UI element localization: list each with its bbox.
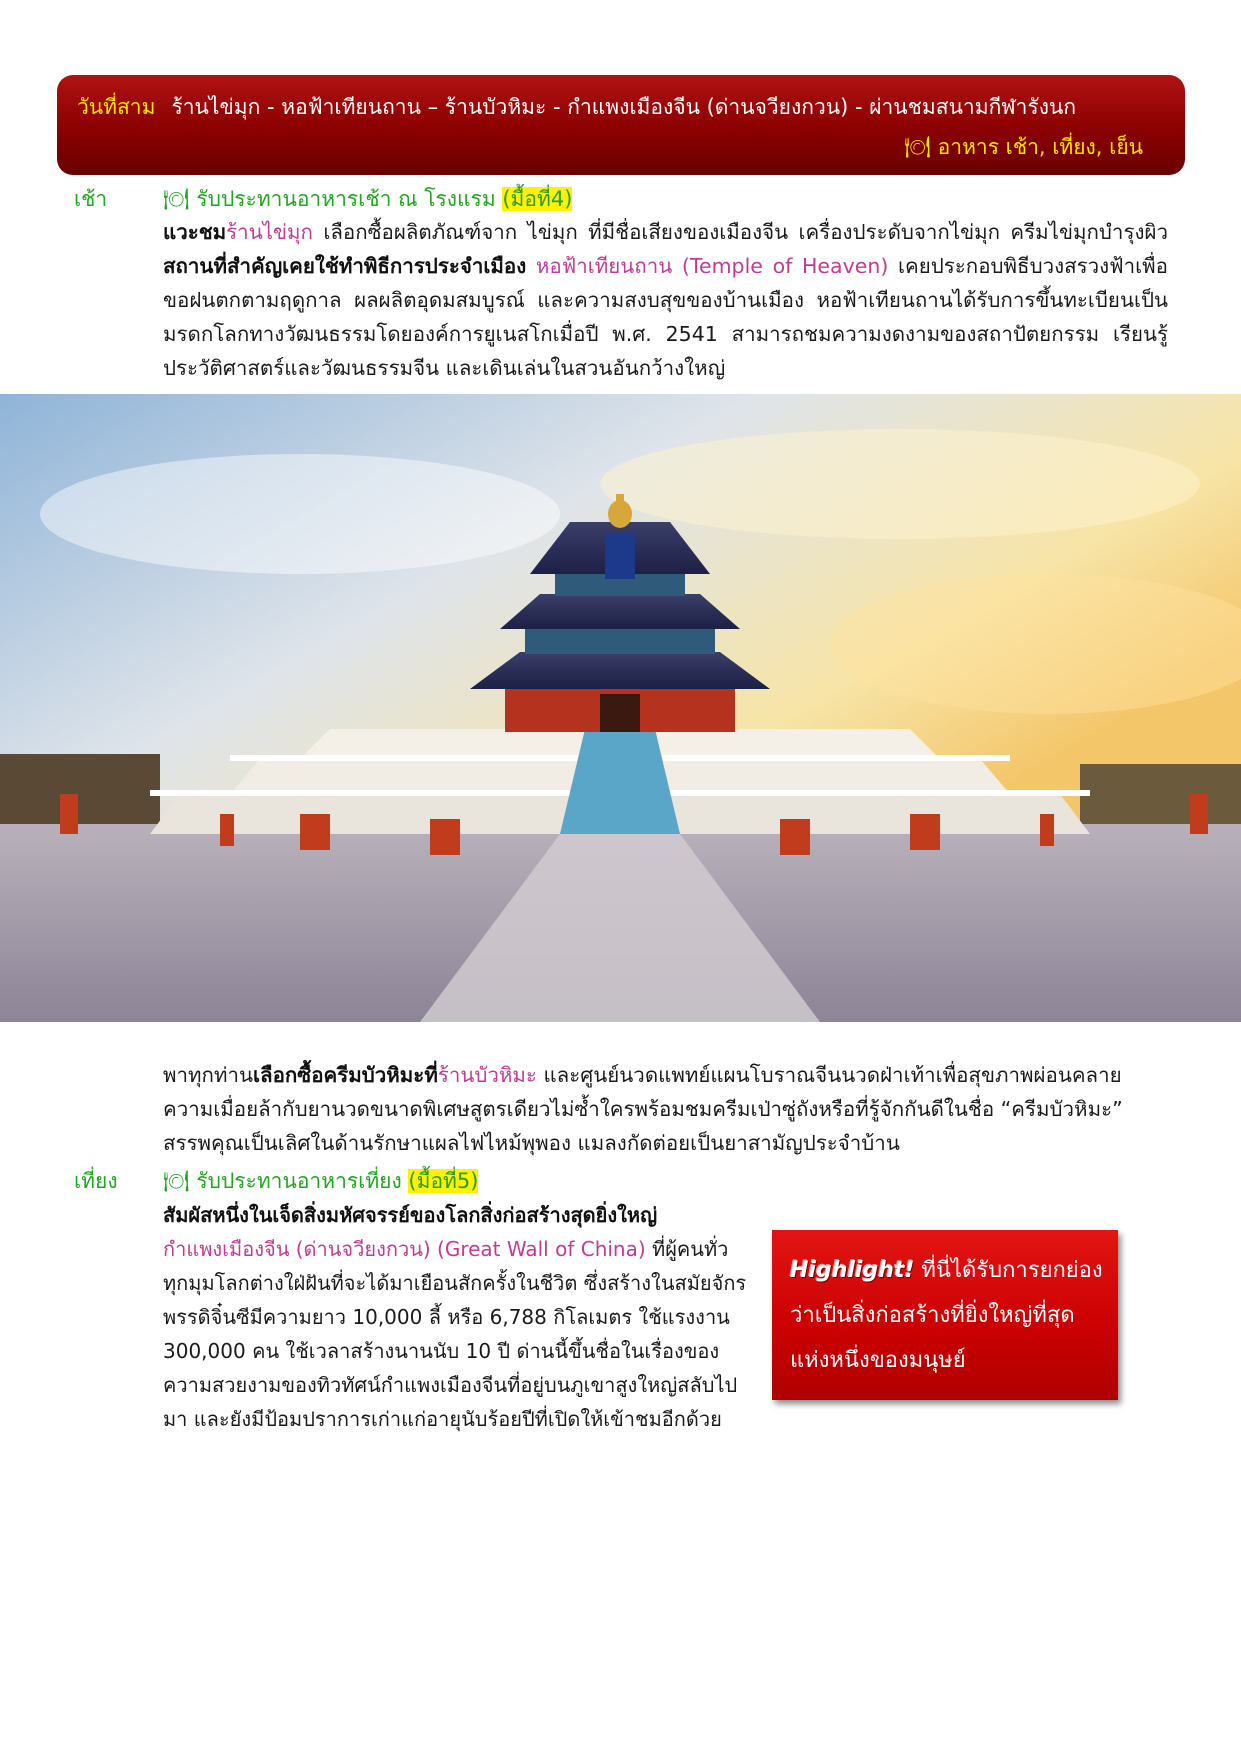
day-label: วันที่สาม <box>77 95 156 119</box>
highlight-box <box>772 1230 1118 1400</box>
cream-place: ร้านบัวหิมะ <box>437 1063 537 1087</box>
visit-text: เลือกซื้อผลิตภัณฑ์จาก ไข่มุก ที่มีชื่อเสียงของเมืองจีน เครื่องประดับจากไข่มุก ครีมไข่มุกบำรุงผิว <box>312 220 1168 244</box>
site-bold: สถานที่สำคัญเคยใช้ทำพิธีการประจำเมือง <box>163 254 527 278</box>
cream-prefix: พาทุกท่าน <box>163 1063 253 1087</box>
temple-of-heaven-photo <box>0 394 1241 1022</box>
great-wall-heading: สัมผัสหนึ่งในเจ็ดสิ่งมหัศจรรย์ของโลกสิ่งก่อสร้างสุดยิ่งใหญ่ <box>163 1203 658 1227</box>
lunch-text: 🍽 รับประทานอาหารเที่ยง <box>163 1169 409 1193</box>
lunch-line <box>163 1165 478 1198</box>
breakfast-line <box>163 183 572 216</box>
highlight-tag: Highlight! <box>790 1258 915 1283</box>
breakfast-meal-tag: (มื้อที่4) <box>502 187 573 211</box>
itinerary-text: ร้านไข่มุก - หอฟ้าเทียนถาน – ร้านบัวหิมะ - กำแพงเมืองจีน (ด่านจวียงกวน) - ผ่านชมสนามกีฬารังนก <box>171 95 1077 119</box>
visit-bold: แวะชม <box>163 220 227 244</box>
site-text: เคยประกอบพิธีบวงสรวงฟ้าเพื่อขอฝนตกตามฤดูกาล ผลผลิตอุดมสมบูรณ์ และความสงบสุขของบ้านเมือง หอฟ้าเทียนถานได้รับการขึ้นทะเบียนเป็นมรดกโลกทางวัฒนธรรมโดยองค์การยูเนสโกเมื่อปี พ.ศ. 2541 สามารถชมความงดงามของสถาปัตยกรรม เรียนรู้ประวัติศาสตร์และวัฒนธรรมจีน และเดินเล่นในสวนอันกว้างใหญ่ <box>163 254 1168 380</box>
noon-label: เที่ยง <box>74 1169 118 1193</box>
cream-text: และศูนย์นวดแพทย์แผนโบราณจีนนวดฝ่าเท้าเพื่อสุขภาพผ่อนคลายความเมื่อยล้ากับยานวดขนาดพิเศษสูตรเดียวไม่ซ้ำใครพร้อมชมครีมเป่าซู่ถังหรือที่รู้จักกันดีในชื่อ “ครีมบัวหิมะ” สรรพคุณเป็นเลิศในด้านรักษาแผลไฟไหม้พุพอง แมลงกัดต่อยเป็นยาสามัญประจำบ้าน <box>163 1063 1123 1155</box>
lunch-meal-tag: (มื้อที่5) <box>408 1169 479 1193</box>
cream-paragraph <box>163 1058 1143 1160</box>
cream-bold: เลือกซื้อครีมบัวหิมะที่ <box>253 1063 438 1087</box>
day-header-banner <box>57 75 1185 175</box>
highlight-text: ที่นี่ได้รับการยกย่องว่าเป็นสิ่งก่อสร้างที่ยิ่งใหญ่ที่สุดแห่งหนึ่งของมนุษย์ <box>790 1258 1103 1373</box>
morning-paragraph <box>163 215 1168 385</box>
great-wall-text: ที่ผู้คนทั่วทุกมุมโลกต่างใฝ่ฝันที่จะได้มาเยือนสักครั้งในชีวิต ซึ่งสร้างในสมัยจักรพรรดิจิ๋นซีมีความยาว 10,000 ลี้ หรือ 6,788 กิโลเมตร ใช้แรงงาน 300,000 คน ใช้เวลาสร้างนานนับ 10 ปี ด่านนี้ขึ้นชื่อในเรื่องของความสวยงามของทิวทัศน์กำแพงเมืองจีนที่อยู่บนภูเขาสูงใหญ่สลับไปมา และยังมีป้อมปราการเก่าแก่อายุนับร้อยปีที่เปิดให้เข้าชมอีกด้วย <box>163 1237 747 1431</box>
site-place: หอฟ้าเทียนถาน (Temple of Heaven) <box>526 254 889 278</box>
visit-place: ร้านไข่มุก <box>226 220 313 244</box>
great-wall-paragraph <box>163 1198 748 1436</box>
day-header-row <box>77 91 1076 124</box>
morning-label: เช้า <box>74 187 108 211</box>
breakfast-text: 🍽 รับประทานอาหารเช้า ณ โรงแรม <box>163 187 503 211</box>
meals-summary: 🍽 อาหาร เช้า, เที่ยง, เย็น <box>904 135 1143 159</box>
great-wall-place: กำแพงเมืองจีน (ด่านจวียงกวน) (Great Wall of China) <box>163 1237 646 1261</box>
